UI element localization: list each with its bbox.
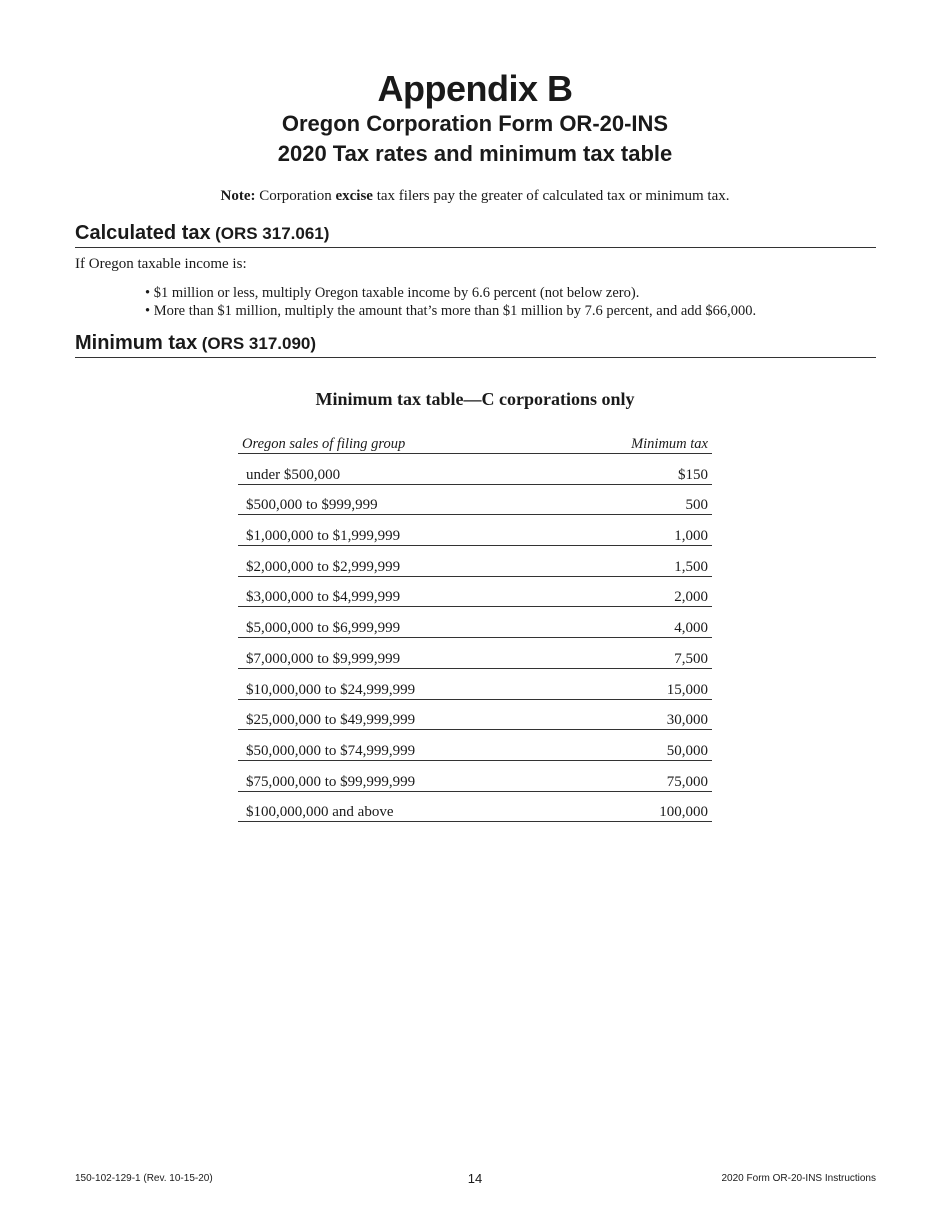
minimum-tax-cell: 15,000 <box>561 668 712 699</box>
note-text-bold: excise <box>335 188 373 204</box>
table-body <box>238 454 712 822</box>
table-row <box>238 607 712 638</box>
table-row <box>238 668 712 699</box>
minimum-tax-cell: $150 <box>561 454 712 485</box>
note-label: Note: <box>220 188 256 204</box>
table-row <box>238 760 712 791</box>
sales-range-cell: under $500,000 <box>238 454 561 485</box>
sales-range-cell: $25,000,000 to $49,999,999 <box>238 699 561 730</box>
sales-range-cell: $100,000,000 and above <box>238 791 561 822</box>
bullet-item: • More than $1 million, multiply the amount that’s more than $1 million by 7.6 percent, and add $66,000. <box>145 302 756 320</box>
minimum-tax-table-title: Minimum tax table—C corporations only <box>315 389 635 409</box>
sales-range-cell: $75,000,000 to $99,999,999 <box>238 760 561 791</box>
form-title: Oregon Corporation Form OR-20-INS <box>281 111 669 136</box>
minimum-tax-cell: 1,500 <box>561 546 712 577</box>
note-text-pre: Corporation <box>255 188 336 204</box>
minimum-tax-table <box>238 432 712 822</box>
page-subtitle: 2020 Tax rates and minimum tax table <box>277 141 673 166</box>
minimum-tax-cell: 2,000 <box>561 576 712 607</box>
table-row <box>238 638 712 669</box>
minimum-tax-cell: 30,000 <box>561 699 712 730</box>
calculated-tax-title: Calculated tax <box>75 222 211 244</box>
table-row <box>238 699 712 730</box>
minimum-tax-cell: 50,000 <box>561 730 712 761</box>
calculated-tax-heading <box>75 222 876 248</box>
calculated-tax-intro: If Oregon taxable income is: <box>75 256 247 272</box>
column-header-min-tax: Minimum tax <box>561 432 712 454</box>
sales-range-cell: $3,000,000 to $4,999,999 <box>238 576 561 607</box>
minimum-tax-cell: 4,000 <box>561 607 712 638</box>
sales-range-cell: $2,000,000 to $2,999,999 <box>238 546 561 577</box>
column-header-sales: Oregon sales of filing group <box>238 432 561 454</box>
note-line <box>0 188 950 205</box>
sales-range-cell: $5,000,000 to $6,999,999 <box>238 607 561 638</box>
footer-form-title: 2020 Form OR-20-INS Instructions <box>721 1173 876 1184</box>
table-row <box>238 454 712 485</box>
sales-range-cell: $10,000,000 to $24,999,999 <box>238 668 561 699</box>
calculated-tax-ref: (ORS 317.061) <box>215 224 330 243</box>
form-number: 150-102-129-1 (Rev. 10-15-20) <box>75 1173 213 1184</box>
minimum-tax-cell: 100,000 <box>561 791 712 822</box>
table-row <box>238 576 712 607</box>
table-row <box>238 791 712 822</box>
minimum-tax-cell: 7,500 <box>561 638 712 669</box>
table-row <box>238 515 712 546</box>
minimum-tax-title: Minimum tax <box>75 332 198 354</box>
table-row <box>238 546 712 577</box>
table-row <box>238 484 712 515</box>
page-number: 14 <box>467 1171 483 1186</box>
calculated-tax-bullets <box>145 284 756 320</box>
note-text-post: tax filers pay the greater of calculated tax or minimum tax. <box>372 188 730 204</box>
minimum-tax-cell: 75,000 <box>561 760 712 791</box>
minimum-tax-cell: 1,000 <box>561 515 712 546</box>
minimum-tax-cell: 500 <box>561 484 712 515</box>
sales-range-cell: $1,000,000 to $1,999,999 <box>238 515 561 546</box>
minimum-tax-heading <box>75 332 876 358</box>
table-header-row <box>238 432 712 454</box>
sales-range-cell: $500,000 to $999,999 <box>238 484 561 515</box>
sales-range-cell: $50,000,000 to $74,999,999 <box>238 730 561 761</box>
table-row <box>238 730 712 761</box>
minimum-tax-ref: (ORS 317.090) <box>201 334 317 353</box>
sales-range-cell: $7,000,000 to $9,999,999 <box>238 638 561 669</box>
appendix-title: Appendix B <box>377 68 573 109</box>
bullet-item: • $1 million or less, multiply Oregon taxable income by 6.6 percent (not below zero). <box>145 284 756 302</box>
